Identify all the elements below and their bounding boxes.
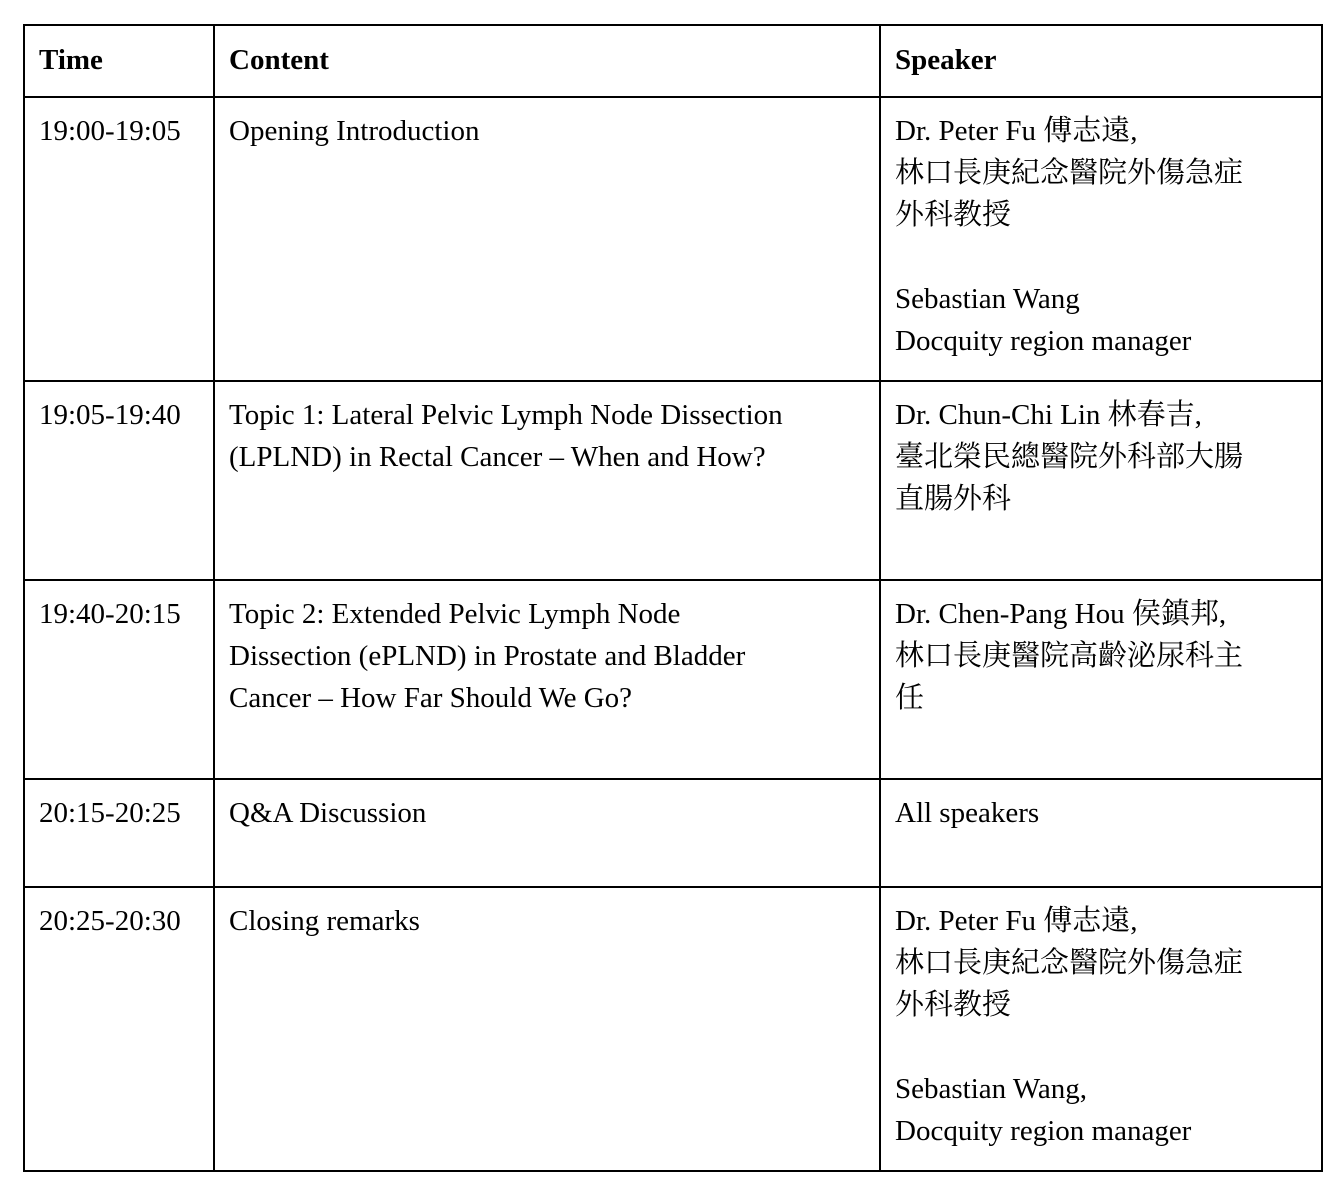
speaker-line: 林口長庚紀念醫院外傷急症: [895, 947, 1244, 979]
time-text: 19:40-20:15: [39, 598, 181, 630]
speaker-line: 直腸外科: [895, 483, 1012, 515]
speaker-line: Dr. Peter Fu 傅志遠,: [895, 905, 1138, 937]
table-row: [24, 580, 1322, 779]
content-line: Q&A Discussion: [229, 797, 427, 829]
speaker-cell: [880, 381, 1322, 580]
content-line: Topic 2: Extended Pelvic Lymph Node: [229, 598, 681, 630]
speaker-line: Docquity region manager: [895, 1115, 1192, 1147]
speaker-spacer: [895, 1026, 1307, 1068]
time-cell: [24, 580, 214, 779]
header-row: [24, 25, 1322, 97]
speaker-cell: [880, 97, 1322, 381]
content-line: (LPLND) in Rectal Cancer – When and How?: [229, 441, 766, 473]
speaker-line: Docquity region manager: [895, 325, 1192, 357]
speaker-line: Sebastian Wang,: [895, 1073, 1088, 1105]
content-cell: [214, 779, 880, 887]
speaker-line: 任: [895, 682, 925, 714]
speaker-cell: [880, 887, 1322, 1171]
speaker-line: Dr. Peter Fu 傅志遠,: [895, 115, 1138, 147]
header-content: Content: [214, 25, 880, 97]
content-cell: [214, 381, 880, 580]
speaker-line: Dr. Chun-Chi Lin 林春吉,: [895, 399, 1202, 431]
agenda-table: [23, 24, 1323, 1172]
speaker-line: 外科教授: [895, 199, 1012, 231]
header-speaker: Speaker: [880, 25, 1322, 97]
header-time: Time: [24, 25, 214, 97]
time-text: 19:00-19:05: [39, 115, 181, 147]
speaker-line: 林口長庚醫院高齡泌尿科主: [895, 640, 1244, 672]
speaker-line: 林口長庚紀念醫院外傷急症: [895, 157, 1244, 189]
table-row: [24, 887, 1322, 1171]
time-cell: [24, 381, 214, 580]
content-cell: [214, 580, 880, 779]
speaker-line: 臺北榮民總醫院外科部大腸: [895, 441, 1244, 473]
content-line: Cancer – How Far Should We Go?: [229, 682, 633, 714]
time-text: 20:25-20:30: [39, 905, 181, 937]
table-row: [24, 97, 1322, 381]
table-row: [24, 381, 1322, 580]
content-cell: [214, 97, 880, 381]
speaker-line: All speakers: [895, 797, 1040, 829]
speaker-cell: [880, 580, 1322, 779]
content-line: Dissection (ePLND) in Prostate and Bladder: [229, 640, 746, 672]
time-cell: [24, 887, 214, 1171]
speaker-spacer: [895, 236, 1307, 278]
content-cell: [214, 887, 880, 1171]
speaker-line: Sebastian Wang: [895, 283, 1080, 315]
time-text: 19:05-19:40: [39, 399, 181, 431]
speaker-cell: [880, 779, 1322, 887]
speaker-line: Dr. Chen-Pang Hou 侯鎮邦,: [895, 598, 1227, 630]
content-line: Opening Introduction: [229, 115, 480, 147]
speaker-line: 外科教授: [895, 989, 1012, 1021]
content-line: Closing remarks: [229, 905, 420, 937]
time-cell: [24, 779, 214, 887]
time-cell: [24, 97, 214, 381]
content-line: Topic 1: Lateral Pelvic Lymph Node Dissection: [229, 399, 783, 431]
table-row: [24, 779, 1322, 887]
time-text: 20:15-20:25: [39, 797, 181, 829]
